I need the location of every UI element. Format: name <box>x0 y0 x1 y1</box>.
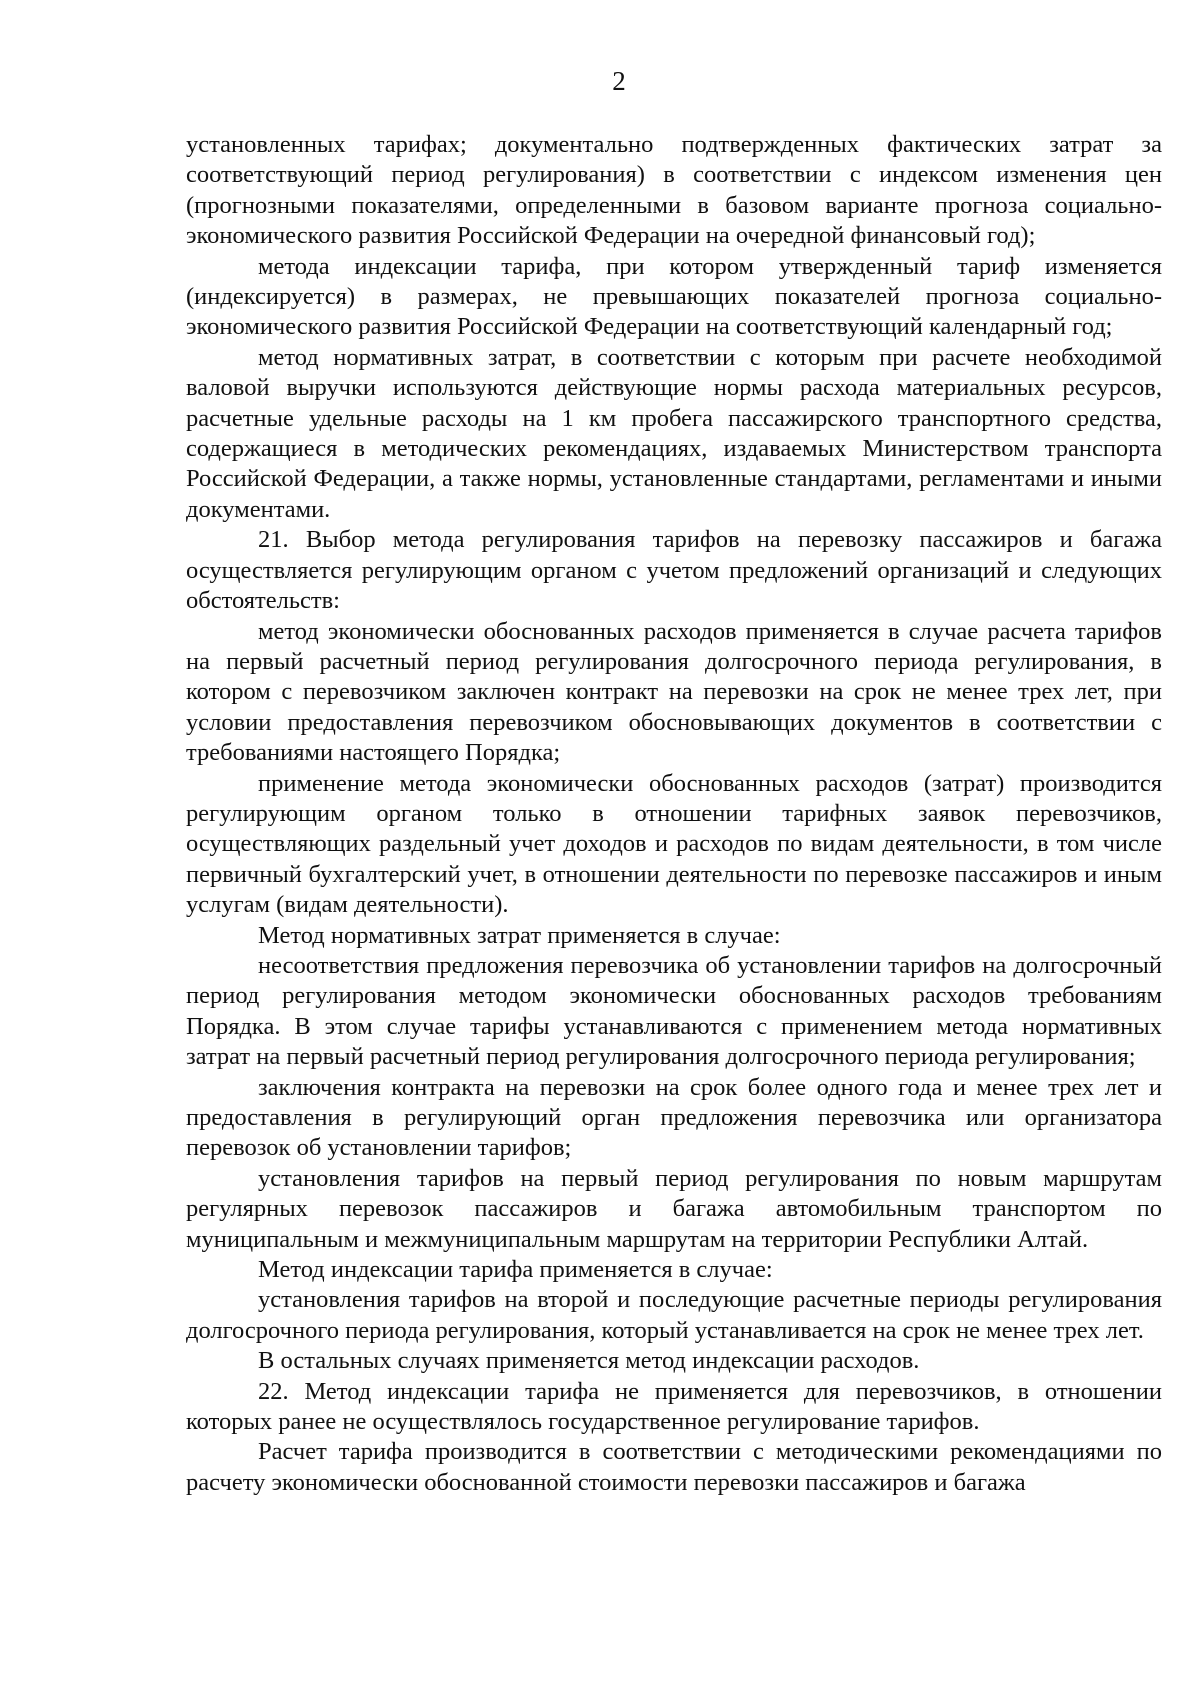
paragraph-continuation: установленных тарифах; документально подтвержденных фактических затрат за соответствующий период регулирования) в соответствии с индексом изменения цен (прогнозными показателями, определенными в базовом варианте прогноза социально-экономического развития Российской Федерации на очередной финансовый год); <box>186 131 1162 250</box>
page-number: 2 <box>612 66 626 96</box>
paragraph-economic-method-usage: применение метода экономически обоснованных расходов (затрат) производится регулирующим органом только в отношении тарифных заявок перевозчиков, осуществляющих раздельный учет доходов и расходов по видам деятельности, в том числе первичный бухгалтерский учет, в отношении деятельности по перевозке пассажиров и иным услугам (видам деятельности). <box>186 769 1162 919</box>
paragraph-new-routes-case: установления тарифов на первый период регулирования по новым маршрутам регулярных перевозок пассажиров и багажа автомобильным транспортом по муниципальным и межмуниципальным маршрутам на территории Республики Алтай. <box>186 1164 1162 1253</box>
paragraph-indexation-applies: Метод индексации тарифа применяется в случае: <box>258 1256 773 1284</box>
paragraph-22-indexation-exclusion: 22. Метод индексации тарифа не применяется для перевозчиков, в отношении которых ранее не осуществлялось государственное регулирование тарифов. <box>186 1377 1162 1436</box>
paragraph-contract-case: заключения контракта на перевозки на срок более одного года и менее трех лет и предоставления в регулирующий орган предложения перевозчика или организатора перевозок об установлении тарифов; <box>186 1073 1162 1162</box>
paragraph-subsequent-periods-case: установления тарифов на второй и последующие расчетные периоды регулирования долгосрочного периода регулирования, который устанавливается на срок не менее трех лет. <box>186 1286 1162 1344</box>
document-body <box>186 130 1162 1498</box>
paragraph-normative-applies: Метод нормативных затрат применяется в случае: <box>258 921 781 949</box>
paragraph-nonconformity-case: несоответствия предложения перевозчика об установлении тарифов на долгосрочный период регулирования методом экономически обоснованных расходов требованиям Порядка. В этом случае тарифы устанавливаются с применением метода нормативных затрат на первый расчетный период регулирования долгосрочного периода регулирования; <box>186 951 1162 1071</box>
paragraph-tariff-calculation: Расчет тарифа производится в соответствии с методическими рекомендациями по расчету экономически обоснованной стоимости перевозки пассажиров и багажа <box>186 1438 1162 1496</box>
paragraph-21-method-choice: 21. Выбор метода регулирования тарифов на перевозку пассажиров и багажа осуществляется регулирующим органом с учетом предложений организаций и следующих обстоятельств: <box>186 526 1162 615</box>
paragraph-indexation-method: метода индексации тарифа, при котором утвержденный тариф изменяется (индексируется) в размерах, не превышающих показателей прогноза социально-экономического развития Российской Федерации на соответствующий календарный год; <box>186 252 1162 341</box>
paragraph-normative-costs-method: метод нормативных затрат, в соответствии с которым при расчете необходимой валовой выручки используются действующие нормы расхода материальных ресурсов, расчетные удельные расходы на 1 км пробега пассажирского транспортного средства, содержащиеся в методических рекомендациях, издаваемых Министерством транспорта Российской Федерации, а также нормы, установленные стандартами, регламентами и иными документами. <box>186 343 1162 523</box>
paragraph-other-cases: В остальных случаях применяется метод индексации расходов. <box>258 1347 920 1375</box>
paragraph-economic-method-application: метод экономически обоснованных расходов применяется в случае расчета тарифов на первый расчетный период регулирования долгосрочного периода регулирования, в котором с перевозчиком заключен контракт на перевозки на срок не менее трех лет, при условии предоставления перевозчиком обосновывающих документов в соответствии с требованиями настоящего Порядка; <box>186 617 1162 767</box>
